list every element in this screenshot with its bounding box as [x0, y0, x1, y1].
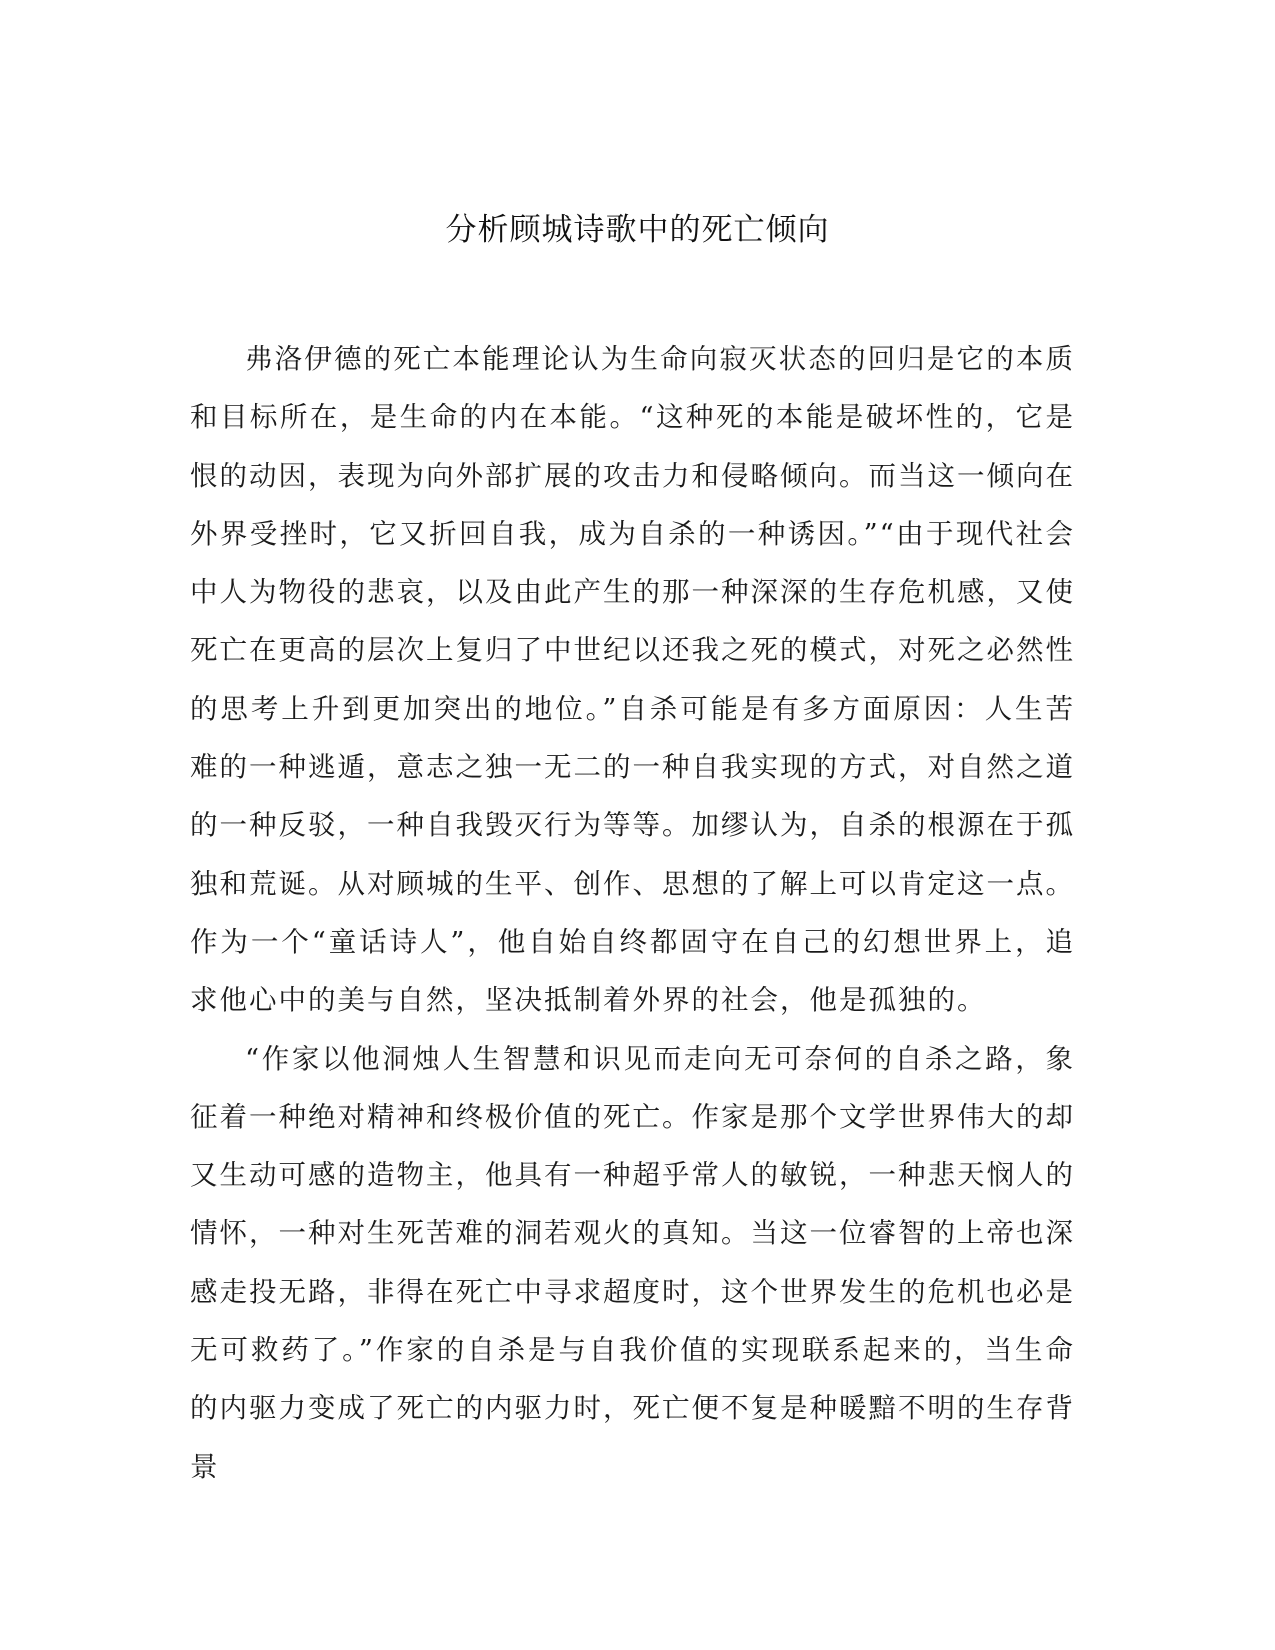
- body-paragraph: 弗洛伊德的死亡本能理论认为生命向寂灭状态的回归是它的本质和目标所在，是生命的内在本能。“这种死的本能是破坏性的，它是恨的动因，表现为向外部扩展的攻击力和侵略倾向。而当这一倾向在外界受挫时，它又折回自我，成为自杀的一种诱因。”“由于现代社会中人为物役的悲哀，以及由此产生的那一种深深的生存危机感，又使死亡在更高的层次上复归了中世纪以还我之死的模式，对死之必然性的思考上升到更加突出的地位。”自杀可能是有多方面原因：人生苦难的一种逃遁，意志之独一无二的一种自我实现的方式，对自然之道的一种反驳，一种自我毁灭行为等等。加缪认为，自杀的根源在于孤独和荒诞。从对顾城的生平、创作、思想的了解上可以肯定这一点。作为一个“童话诗人”，他自始自终都固守在自己的幻想世界上，追求他心中的美与自然，坚决抵制着外界的社会，他是孤独的。: [190, 343, 1075, 1017]
- document-body: [190, 330, 1075, 1496]
- document-title: 分析顾城诗歌中的死亡倾向: [445, 212, 830, 248]
- body-paragraph: “作家以他洞烛人生智慧和识见而走向无可奈何的自杀之路，象征着一种绝对精神和终极价值的死亡。作家是那个文学世界伟大的却又生动可感的造物主，他具有一种超乎常人的敏锐，一种悲天悯人的情怀，一种对生死苦难的洞若观火的真知。当这一位睿智的上帝也深感走投无路，非得在死亡中寻求超度时，这个世界发生的危机也必是无可救药了。”作家的自杀是与自我价值的实现联系起来的，当生命的内驱力变成了死亡的内驱力时，死亡便不复是种暖黯不明的生存背景: [190, 1042, 1075, 1483]
